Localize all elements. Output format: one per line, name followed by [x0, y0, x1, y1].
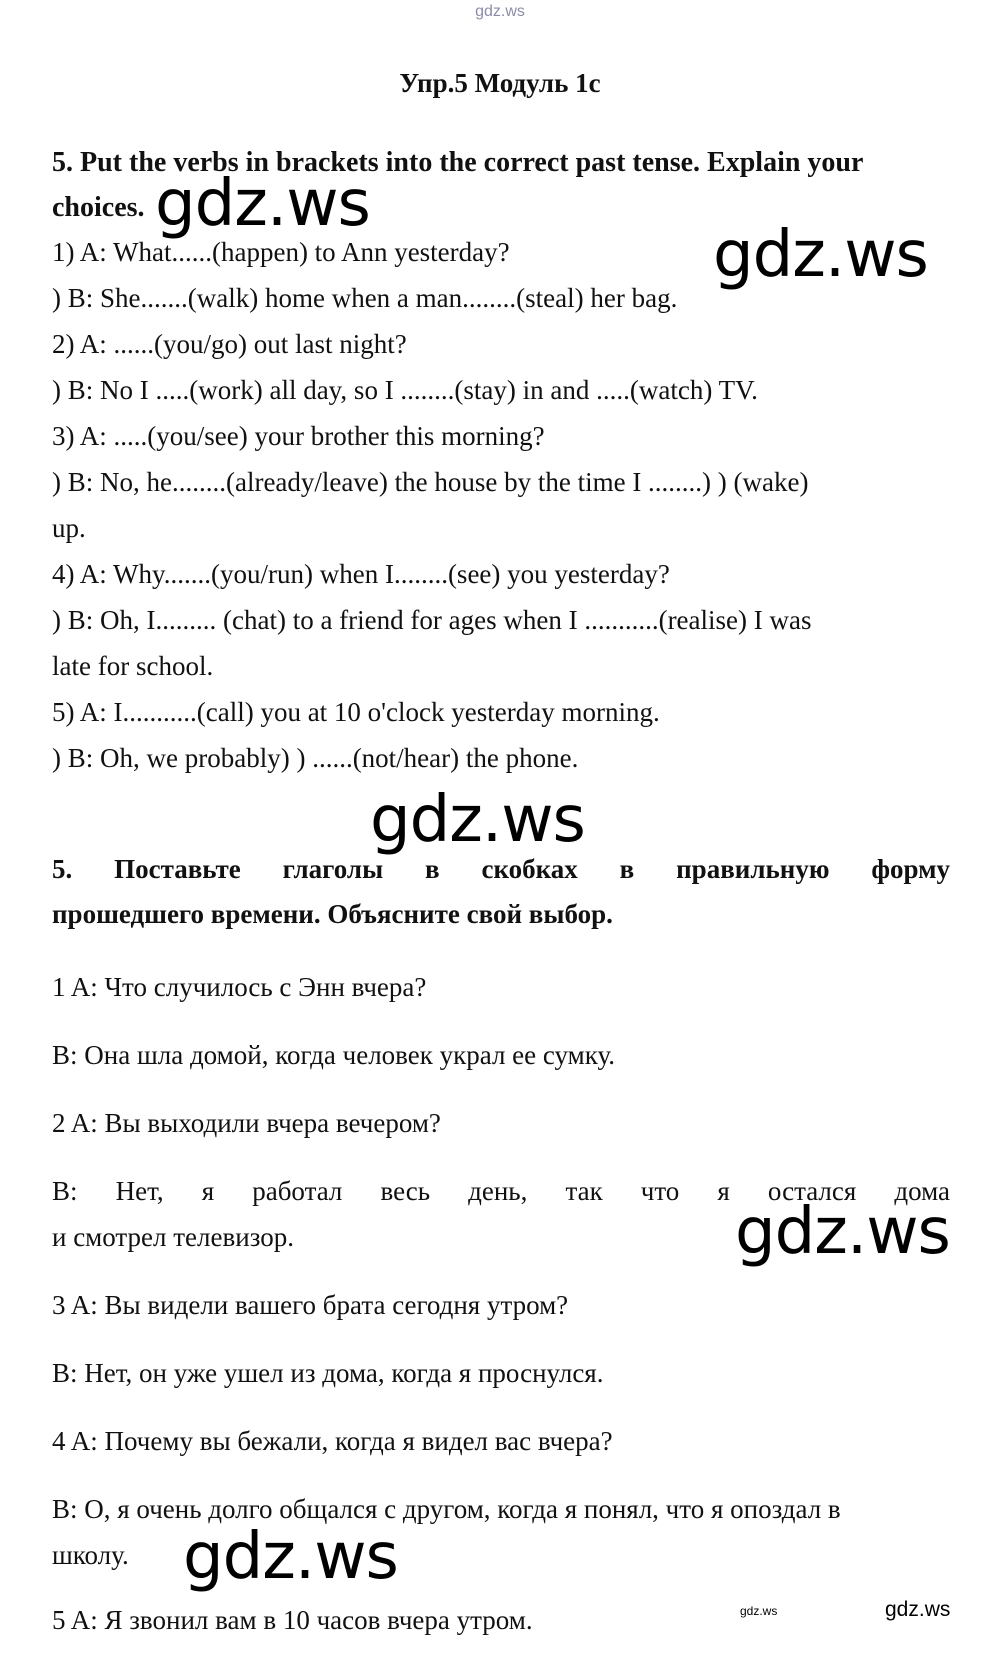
watermark-logo: gdz.ws	[183, 1520, 398, 1594]
english-heading-line-1: 5. Put the verbs in brackets into the correct past tense. Explain your	[52, 147, 864, 178]
watermark-logo: gdz.ws	[155, 167, 370, 241]
english-line: ) B: Oh, we probably) ) ......(not/hear) the phone.	[52, 743, 579, 773]
english-line: 1) A: What......(happen) to Ann yesterday?	[52, 237, 510, 267]
russian-line: школу.	[52, 1540, 129, 1570]
russian-line: 5 A: Я звонил вам в 10 часов вчера утром.	[52, 1605, 533, 1635]
english-line: ) B: She.......(walk) home when a man........(steal) her bag.	[52, 283, 678, 313]
watermark-logo: gdz.ws	[370, 783, 585, 857]
english-line: up.	[52, 513, 86, 543]
russian-line: 4 A: Почему вы бежали, когда я видел вас вчера?	[52, 1426, 613, 1456]
english-line: 4) A: Why.......(you/run) when I........(see) you yesterday?	[52, 559, 670, 589]
english-line: ) B: No I .....(work) all day, so I ........(stay) in and .....(watch) TV.	[52, 375, 758, 405]
english-line: late for school.	[52, 651, 214, 681]
russian-task-heading	[52, 847, 950, 937]
english-heading-line-2: choices.	[52, 192, 145, 223]
watermark-logo: gdz.ws	[735, 1195, 950, 1269]
english-line: 2) A: ......(you/go) out last night?	[52, 329, 407, 359]
russian-line: и смотрел телевизор.	[52, 1222, 294, 1252]
russian-line: 2 A: Вы выходили вчера вечером?	[52, 1108, 441, 1138]
english-line: 5) A: I...........(call) you at 10 o'clock yesterday morning.	[52, 697, 660, 727]
russian-line: B: О, я очень долго общался с другом, когда я понял, что я опоздал в	[52, 1494, 841, 1524]
russian-line: 3 A: Вы видели вашего брата сегодня утром?	[52, 1290, 569, 1320]
russian-line: 1 A: Что случилось с Энн вчера?	[52, 972, 427, 1002]
russian-line: B: Нет, он уже ушел из дома, когда я проснулся.	[52, 1358, 604, 1388]
english-line: ) B: No, he........(already/leave) the house by the time I ........) ) (wake)	[52, 467, 809, 497]
watermark-logo: gdz.ws	[713, 218, 928, 292]
english-line: ) B: Oh, I......... (chat) to a friend for ages when I ...........(realise) I was	[52, 605, 812, 635]
small-watermark: gdz.ws	[740, 1604, 778, 1618]
page-title: Упр.5 Модуль 1с	[399, 68, 601, 98]
russian-line: B: Она шла домой, когда человек украл ее сумку.	[52, 1040, 616, 1070]
english-line: 3) A: .....(you/see) your brother this morning?	[52, 421, 545, 451]
small-watermark: gdz.ws	[885, 1598, 951, 1621]
russian-heading-line-2: прошедшего времени. Объясните свой выбор.	[52, 899, 613, 929]
russian-heading-line-1: 5. Поставьте глаголы в скобках в правильную форму	[52, 854, 950, 884]
top-watermark: gdz.ws	[475, 3, 525, 20]
russian-line: B: Нет, я работал весь день, так что я остался дома	[52, 1176, 950, 1206]
